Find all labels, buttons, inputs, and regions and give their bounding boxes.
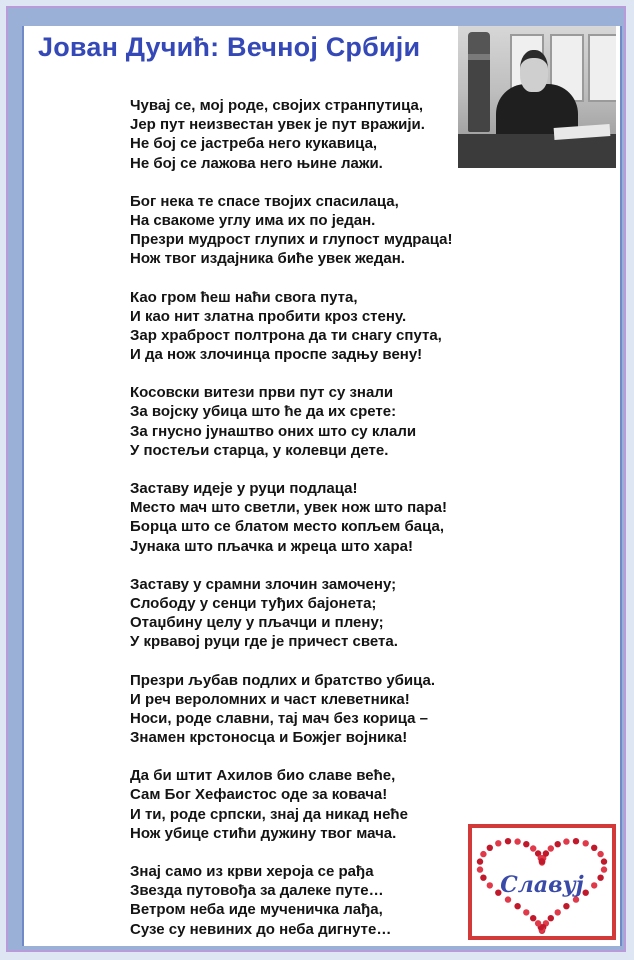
- poem-line: И као нит златна пробити кроз стену.: [130, 307, 407, 325]
- rose-dot: [523, 841, 529, 847]
- poem-line: Јунака што пљачка и жреца што хара!: [130, 537, 413, 555]
- poem-line: Зар храброст полтрона да ти снагу спута,: [130, 326, 442, 344]
- poem-line: Косовски витези први пут су знали: [130, 384, 394, 402]
- poem-line: За војску убица што ће да их срете:: [130, 403, 397, 421]
- rose-dot: [548, 845, 554, 851]
- poem-line: И да нож злочинца проспе задњу вену!: [130, 346, 423, 364]
- rose-dot: [535, 920, 541, 926]
- poem-line: У постељи старца, у колевци дете.: [130, 441, 389, 459]
- poem-body: [130, 96, 452, 958]
- poem-line: Не бој се лажова него њине лажи.: [130, 154, 383, 172]
- poem-line: Бог нека те спасе твојих спасилаца,: [130, 192, 399, 210]
- poem-line: Јер пут неизвестан увек је пут вражији.: [130, 116, 425, 134]
- poem-line: И реч вероломних и част клеветника!: [130, 690, 410, 708]
- poem-line: Слободу у сенци туђих бајонета;: [130, 594, 377, 612]
- poem-line: Чувај се, мој роде, својих странпутица,: [130, 97, 424, 114]
- poem-line: Сам Бог Хефаистос оде за ковача!: [130, 786, 388, 804]
- poem-line: Презри љубав подлих и братство убица.: [130, 671, 436, 689]
- rose-dot: [523, 909, 529, 915]
- rose-dot: [555, 909, 561, 915]
- poem-line: За гнусно јунаштво оних што су клали: [130, 422, 417, 440]
- poem-stanza: [130, 862, 452, 939]
- poem-line: Знај само из крви хероја се рађа: [130, 863, 374, 880]
- rose-dot: [480, 851, 486, 857]
- rose-dot: [487, 845, 493, 851]
- poem-line: Знамен крстоносца и Божјег војника!: [130, 729, 408, 747]
- poem-stanza: [130, 383, 452, 460]
- poem-line: Заставу идеје у руци подлаца!: [130, 480, 358, 497]
- rose-dot: [539, 858, 545, 864]
- poem-stanza: [130, 766, 452, 843]
- poem-line: Сузе су невиних до неба дигнуте…: [130, 920, 392, 938]
- poem-line: Презри мудрост глупих и глупост мудраца!: [130, 231, 453, 249]
- rose-dot: [495, 840, 501, 846]
- poem-stanza: [130, 575, 452, 652]
- poem-line: Нож убице стићи дужину твог мача.: [130, 824, 397, 842]
- poem-line: Заставу у срамни злочин замочену;: [130, 575, 397, 593]
- poem-line: Звезда путовођа за далеке путе…: [130, 882, 384, 900]
- poem-stanza: [130, 671, 452, 748]
- rose-dot: [530, 915, 536, 921]
- rose-dot: [563, 838, 569, 844]
- poem-stanza: [130, 288, 452, 365]
- poem-line: Место мач што светли, увек нож што пара!: [130, 499, 448, 517]
- rose-dot: [583, 840, 589, 846]
- poem-line: Ветром неба иде мученичка лађа,: [130, 901, 383, 919]
- poem-line: Отаџбину целу у пљачци и плену;: [130, 614, 384, 632]
- rose-dot: [563, 903, 569, 909]
- poem-stanza: [130, 479, 452, 556]
- rose-dot: [543, 850, 549, 856]
- poem-line: На свакоме углу има их по један.: [130, 211, 376, 229]
- rose-dot: [514, 838, 520, 844]
- poem-line: Не бој се јастреба него кукавица,: [130, 135, 378, 153]
- rose-dot: [555, 841, 561, 847]
- rose-dot: [597, 851, 603, 857]
- poem-line: И ти, роде српски, знај да никад неће: [130, 805, 408, 823]
- page-title: Јован Дучић: Вечној Србији: [38, 32, 421, 62]
- poem-line: Борца што се блатом место копљем баца,: [130, 518, 445, 536]
- poem-line: Да би штит Ахилов био славе веће,: [130, 767, 396, 785]
- poem-stanza: [130, 192, 452, 269]
- rose-dot: [530, 845, 536, 851]
- poem-line: Као гром ћеш наћи свога пута,: [130, 288, 358, 306]
- poem-line: У крвавој руци где је причест света.: [130, 633, 398, 651]
- badge-label: Славуј: [500, 872, 584, 898]
- rose-dot: [601, 858, 607, 864]
- poem-line: Нож твог издајника биће увек жедан.: [130, 250, 405, 268]
- rose-dot: [591, 845, 597, 851]
- rose-dot: [573, 838, 579, 844]
- poem-stanza: [130, 96, 452, 173]
- poem-line: Носи, роде славни, тај мач без корица –: [130, 709, 429, 727]
- slavuj-badge: [468, 824, 616, 940]
- rose-dot: [548, 915, 554, 921]
- portrait-photo-icon: [458, 26, 616, 168]
- rose-dot: [514, 903, 520, 909]
- rose-dot: [505, 838, 511, 844]
- rose-dot: [477, 858, 483, 864]
